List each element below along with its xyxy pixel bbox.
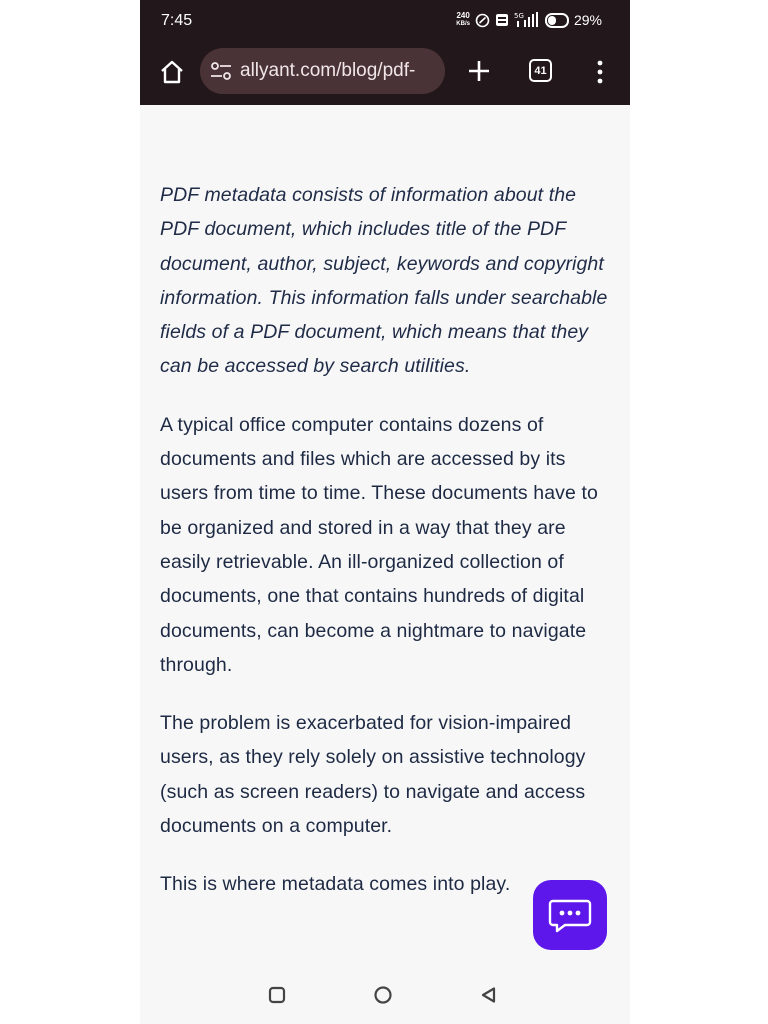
square-icon [267, 985, 287, 1005]
more-vert-icon [592, 59, 608, 85]
battery-percent: 29% [573, 12, 602, 28]
tab-count: 41 [534, 64, 547, 77]
chat-button[interactable] [533, 880, 607, 950]
home-icon [158, 58, 186, 86]
net-speed-unit: KB/s [456, 21, 470, 27]
volte-icon [495, 13, 509, 27]
article-paragraph-office: A typical office computer contains dozens of documents and files which are accessed by its users from time to time. These documents have to be organized and stored in a way that they are easily retrievable. An ill-organized collection of documents, one that contains hundreds of digital documents, can become a nightmare to navigate through. [160, 413, 598, 676]
article-content [160, 178, 615, 902]
circle-icon [373, 985, 393, 1005]
system-nav-bar [140, 975, 630, 1015]
more-menu-button[interactable] [592, 59, 608, 85]
net-speed [456, 12, 470, 28]
chat-bubble-icon [547, 895, 593, 935]
triangle-back-icon [479, 985, 499, 1005]
browser-top-bar [140, 0, 630, 105]
url-bar[interactable] [200, 48, 445, 94]
article-paragraph-metadata-play: This is where metadata comes into play. [160, 873, 511, 896]
url-text[interactable]: allyant.com/blog/pdf- [240, 60, 416, 81]
address-bar [140, 48, 630, 96]
home-button[interactable] [158, 58, 186, 86]
new-tab-button[interactable] [466, 58, 492, 84]
dnd-icon [475, 13, 490, 28]
status-bar [140, 0, 630, 42]
plus-icon [466, 58, 492, 84]
status-icons [456, 12, 602, 28]
article-paragraph-metadata: PDF metadata consists of information about the PDF document, which includes title of the PDF document, author, subject, keywords and copyright information. This information falls under searchable fields of a PDF document, which means that they can be accessed by search utilities. [160, 184, 608, 378]
battery-icon [545, 13, 569, 28]
status-time: 7:45 [161, 12, 193, 29]
svg-text:5G: 5G [513, 12, 524, 20]
article-paragraph-vision: The problem is exacerbated for vision-impaired users, as they rely solely on assistive technology (such as screen readers) to navigate and access documents on a computer. [160, 712, 586, 838]
tab-switcher-icon[interactable] [529, 59, 552, 82]
phone-screen [140, 0, 630, 1024]
recent-apps-button[interactable] [267, 985, 287, 1005]
net-speed-value: 240 [456, 11, 470, 20]
home-nav-button[interactable] [373, 985, 393, 1005]
signal-5g-icon [514, 12, 540, 28]
back-nav-button[interactable] [479, 985, 499, 1005]
tune-icon[interactable] [209, 60, 233, 82]
